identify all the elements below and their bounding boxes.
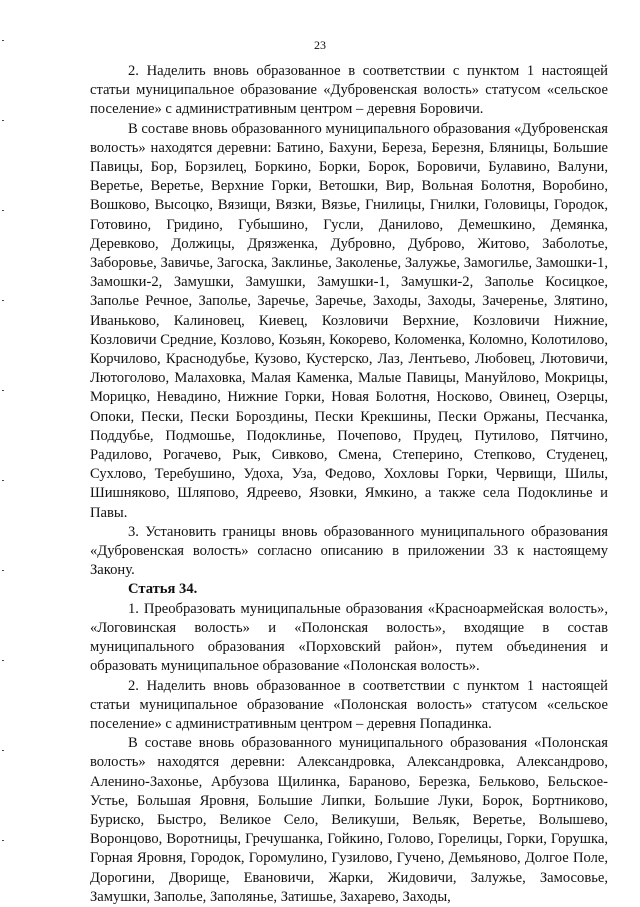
paragraph: 3. Установить границы вновь образованного муниципального образования «Дубровенская волость» согласно описанию в приложении 33 к настоящему Закону. (90, 523, 608, 579)
article-heading: Статья 34. (128, 581, 198, 598)
paragraph: 1. Преобразовать муниципальные образования «Красноармейская волость», «Логовинская волость» и «Полонская волость», входящие в состав муниципального образования «Порховский район», путем объединения и образовать муниципальное образование «Полонская волость». (90, 600, 608, 675)
paragraph: В составе вновь образованного муниципального образования «Дубровенская волость» находятся деревни: Батино, Бахуни, Береза, Березня, Бляницы, Большие Павицы, Бор, Борзилец, Боркино, Борки, Борок, Боровичи, Булавино, Валуни, Веретье, Веретье, Верхние Горки, Ветошки, Вир, Вольная Болотня, Воробино, Вошково, Высоцко, Вязищи, Вязки, Вязье, Гнилицы, Гнилки, Головицы, Городок, Готовино, Гридино, Губышино, Гусли, Данилово, Демешкино, Демянка, Деревково, Должицы, Дрязженка, Дубровно, Дуброво, Житово, Заболотье, Заборовье, Завичье, Загоска, Заклинье, Заколенье, Залужье, Замогилье, Замошки-1, Замошки-2, Замушки, Замушки, Замушки-1, Замушки-2, Заполье Косицкое, Заполье Речное, Заполье, Заречье, Заречье, Заходы, Заходы, Зачеренье, Злятино, Иваньково, Калиновец, Киевец, Козловичи Верхние, Козловичи Нижние, Козловичи Средние, Козлово, Козьян, Кокорево, Коломенка, Коломно, Колотилово, Корчилово, Краснодубье, Кузово, Кустерско, Лаз, Лентьево, Любовец, Лютовичи, Лютоголово, Малаховка, Малая Каменка, Малые Павицы, Мануйлово, Мокрицы, Морицко, Невадино, Нижние Горки, Новая Болотня, Носково, Овинец, Озерцы, Опоки, Пески, Пески Бороздины, Пески Крекшины, Пески Оржаны, Песчанка, Поддубье, Подмошье, Подоклинье, Почепово, Прудец, Путилово, Пятчино, Радилово, Рогачево, Рык, Сивково, Смена, Степерино, Степково, Студенец, Сухлово, Теребушино, Удоха, Уза, Федово, Хохловы Горки, Червищи, Шилы, Шишняково, Шляпово, Ядреево, Язовки, Ямкино, а также села Подоклинье и Павы. (90, 120, 608, 521)
document-body (90, 62, 608, 907)
scan-margin-marks (0, 0, 6, 905)
paragraph: 2. Наделить вновь образованное в соответствии с пунктом 1 настоящей статьи муниципальное образование «Полонская волость» статусом «сельское поселение» с административным центром – деревня Попадинка. (90, 677, 608, 732)
paragraph: 2. Наделить вновь образованное в соответствии с пунктом 1 настоящей статьи муниципальное образование «Дубровенская волость» статусом «сельское поселение» с административным центром – деревня Боровичи. (90, 63, 608, 118)
page-number: 23 (314, 38, 326, 52)
paragraph: В составе вновь образованного муниципального образования «Полонская волость» находятся деревни: Александровка, Александровка, Александрово, Аленино-Захонье, Арбузова Щилинка, Бараново, Березка, Бельково, Бельское-Устье, Большая Яровня, Большие Липки, Большие Луки, Борок, Бортниково, Буриско, Быстро, Великое Село, Великуши, Вельяк, Веретье, Волышево, Воронцово, Воротницы, Гречушанка, Гойкино, Голово, Горелицы, Горки, Горушка, Горная Яровня, Городок, Горомулино, Гузилово, Гучено, Демьяново, Долгое Поле, Дорогини, Дворище, Евановичи, Жарки, Жидовичи, Залужье, Замосовье, Замушки, Заполье, Заполянье, Затишье, Захарево, Заходы, (90, 735, 608, 905)
